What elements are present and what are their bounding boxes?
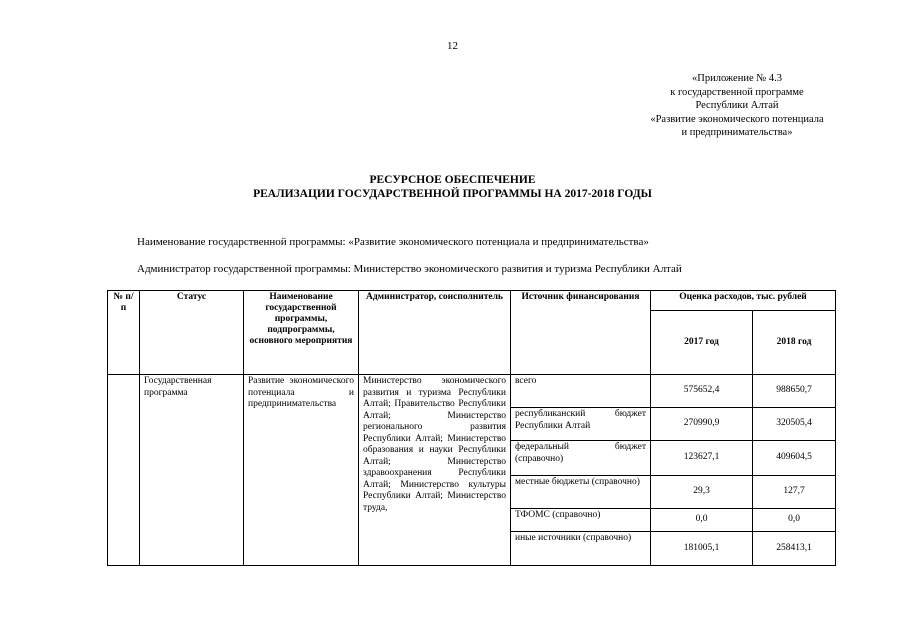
row-number (108, 375, 140, 566)
document-title (0, 173, 905, 201)
header-administrator: Администратор, соисполнитель (359, 291, 511, 375)
header-year-2017: 2017 год (651, 311, 753, 375)
value-2017: 123627,1 (651, 441, 753, 476)
appendix-line: к государственной программе (670, 86, 804, 98)
header-status: Статус (140, 291, 244, 375)
row-status: Государственная программа (140, 375, 244, 566)
resource-table (107, 290, 836, 566)
appendix-line: «Развитие экономического потенциала (650, 113, 824, 125)
appendix-note (617, 72, 857, 140)
header-estimate: Оценка расходов, тыс. рублей (651, 291, 836, 311)
value-2018: 988650,7 (753, 375, 836, 408)
value-2017: 0,0 (651, 509, 753, 532)
page-number: 12 (447, 40, 458, 52)
value-2017: 29,3 (651, 476, 753, 509)
source-label: всего (511, 375, 651, 408)
value-2018: 409604,5 (753, 441, 836, 476)
value-2017: 575652,4 (651, 375, 753, 408)
header-name: Наименование государственной программы, подпрограммы, основного мероприятия (244, 291, 359, 375)
appendix-line: «Приложение № 4.3 (692, 73, 782, 84)
appendix-line: и предпринимательства» (681, 127, 793, 138)
value-2018: 127,7 (753, 476, 836, 509)
source-label: иные источники (справочно) (511, 532, 651, 566)
source-label: республиканский бюджет Республики Алтай (511, 408, 651, 441)
title-line-1: РЕСУРСНОЕ ОБЕСПЕЧЕНИЕ (369, 174, 536, 186)
program-administrator: Администратор государственной программы: Министерство экономического развития и туризма Республики Алтай (137, 263, 682, 275)
value-2018: 320505,4 (753, 408, 836, 441)
value-2018: 0,0 (753, 509, 836, 532)
row-program-name: Развитие экономического потенциала и предпринимательства (244, 375, 359, 566)
program-name: Наименование государственной программы: «Развитие экономического потенциала и предпринимательства» (137, 236, 649, 248)
value-2017: 270990,9 (651, 408, 753, 441)
row-administrator: Министерство экономического развития и туризма Республики Алтай; Правительство Республики Алтай; Министерство регионального развития Республики Алтай; Министерство образования и науки Республики Алтай; Министерство здравоохранения Республики Алтай; Министерство культуры Республики Алтай; Министерство труда, (359, 375, 511, 566)
value-2018: 258413,1 (753, 532, 836, 566)
source-label: ТФОМС (справочно) (511, 509, 651, 532)
header-number: № п/п (108, 291, 140, 375)
source-label: федеральный бюджет (справочно) (511, 441, 651, 476)
header-source: Источник финансирования (511, 291, 651, 375)
table-row (108, 375, 836, 408)
header-year-2018: 2018 год (753, 311, 836, 375)
appendix-line: Республики Алтай (695, 100, 779, 111)
title-line-2: РЕАЛИЗАЦИИ ГОСУДАРСТВЕННОЙ ПРОГРАММЫ НА 2017-2018 ГОДЫ (253, 188, 652, 200)
source-label: местные бюджеты (справочно) (511, 476, 651, 509)
value-2017: 181005,1 (651, 532, 753, 566)
